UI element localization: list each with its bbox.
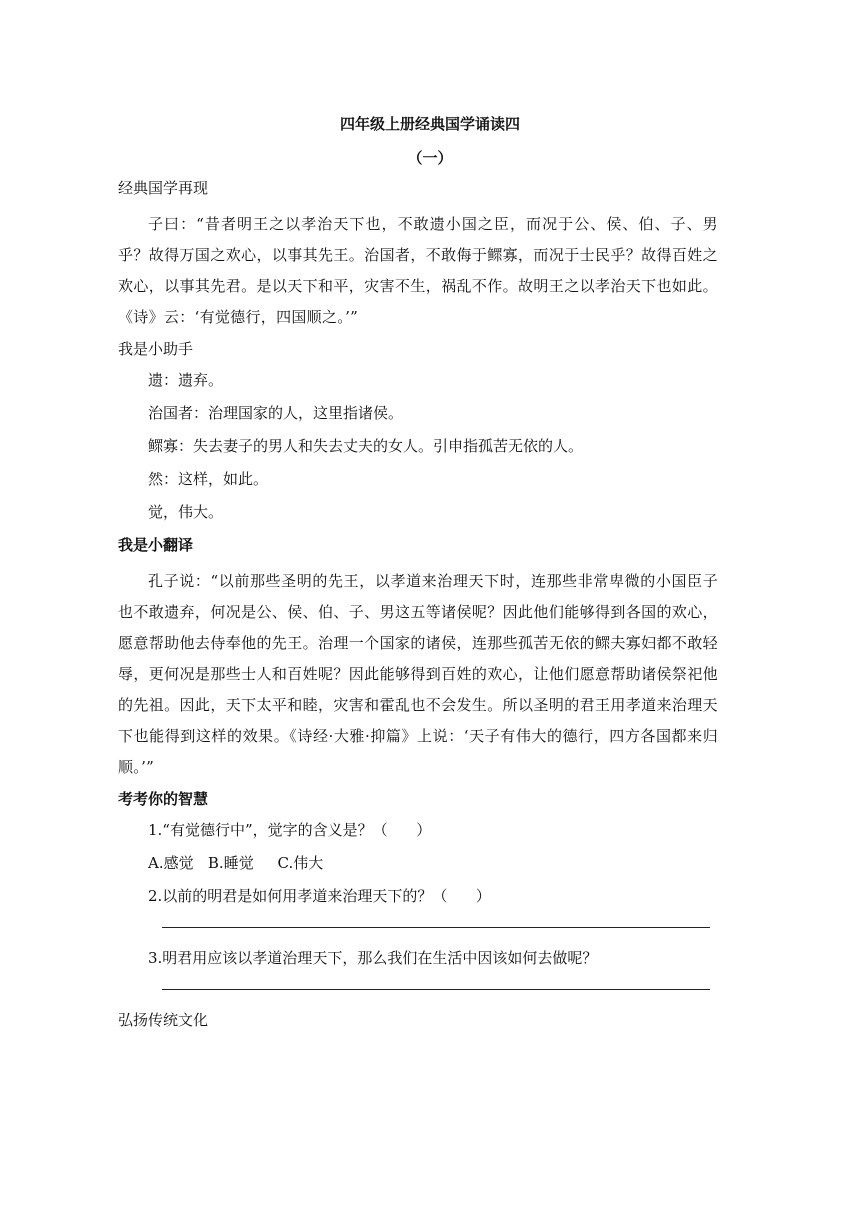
note-item: 鳏寡：失去妻子的男人和失去丈夫的女人。引申指孤苦无依的人。	[148, 437, 584, 455]
footer-text: 弘扬传统文化	[118, 1011, 209, 1029]
answer-line-3[interactable]	[162, 989, 710, 990]
section-heading-helper: 我是小助手	[118, 340, 194, 358]
section-heading-translation: 我是小翻译	[118, 536, 194, 554]
note-item: 然：这样，如此。	[148, 470, 269, 488]
document-content	[118, 178, 718, 1031]
question-1: 1.“有觉德行中”，觉字的含义是？（ ）	[148, 821, 432, 839]
answer-line-2[interactable]	[162, 927, 710, 928]
note-item: 遗：遗弃。	[148, 371, 224, 389]
section-heading-classic: 经典国学再现	[118, 179, 209, 197]
page-subtitle: （一）	[407, 149, 453, 167]
translation-text: 孔子说：“以前那些圣明的先王，以孝道来治理天下时，连那些非常卑微的小国臣子也不敢遗弃，何况是公、侯、伯、子、男这五等诸侯呢？因此他们能够得到各国的欢心，愿意帮助他去侍奉他的先王。治理一个国家的诸侯，连那些孤苦无依的鳏夫寡妇都不敢轻辱，更何况是那些士人和百姓呢？因此能够得到百姓的欢心，让他们愿意帮助诸侯祭祀他的先祖。因此，天下太平和睦，灾害和霍乱也不会发生。所以圣明的君王用孝道来治理天下也能得到这样的效果。《诗经·大雅·抑篇》上说：‘天子有伟大的德行，四方各国都来归顺。’”	[118, 572, 718, 776]
question-2: 2.以前的明君是如何用孝道来治理天下的？（ ）	[148, 887, 491, 905]
note-item: 觉，伟大。	[148, 503, 224, 521]
question-3: 3.明君用应该以孝道治理天下，那么我们在生活中因该如何去做呢？	[148, 949, 598, 967]
section-heading-quiz: 考考你的智慧	[118, 790, 209, 808]
classic-text: 子曰：“昔者明王之以孝治天下也，不敢遗小国之臣，而况于公、侯、伯、子、男乎？故得万国之欢心，以事其先王。治国者，不敢侮于鳏寡，而况于士民乎？故得百姓之欢心，以事其先君。是以天下和平，灾害不生，祸乱不作。故明王之以孝治天下也如此。《诗》云：‘有觉德行，四国顺之。’”	[118, 215, 718, 326]
note-item: 治国者：治理国家的人，这里指诸侯。	[148, 404, 404, 422]
question-1-options: A.感觉 B.睡觉 C.伟大	[148, 854, 324, 872]
page-title: 四年级上册经典国学诵读四	[339, 115, 520, 133]
